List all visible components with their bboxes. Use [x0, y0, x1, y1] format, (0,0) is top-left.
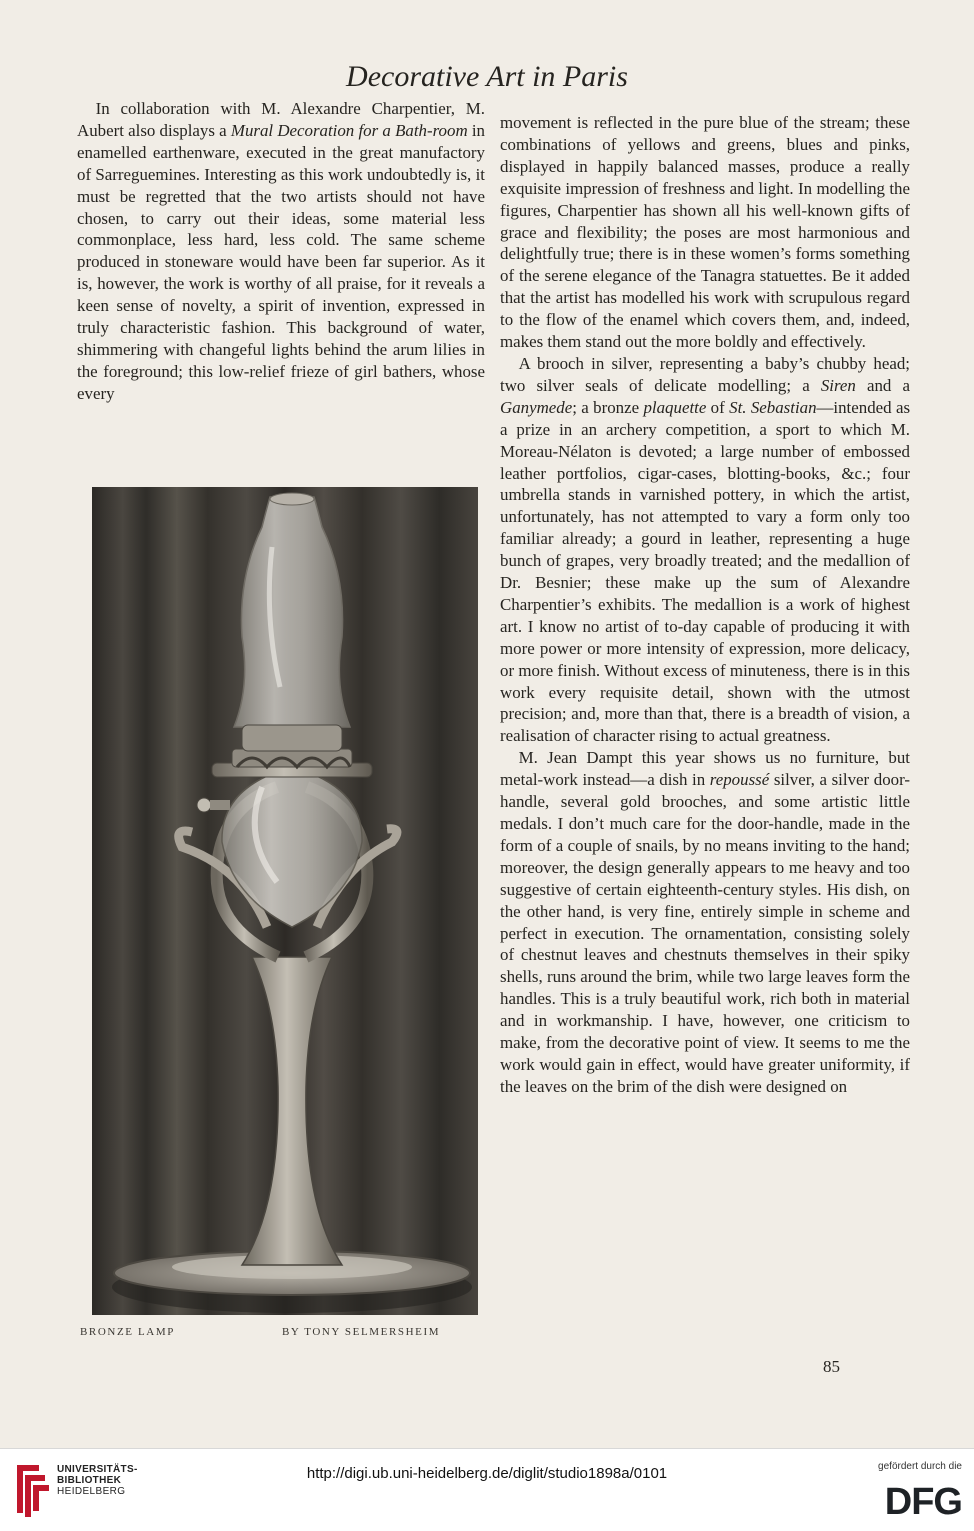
- left-column: [77, 98, 485, 405]
- italic-phrase: Siren: [820, 375, 856, 395]
- permalink-url[interactable]: http://digi.ub.uni-heidelberg.de/diglit/studio1898a/0101: [306, 1465, 668, 1482]
- right-paragraph-1: movement is reflected in the pure blue of the stream; these combinations of yellows and greens, blues and pinks, displayed in happily balanced masses, produce a really exquisite impression of freshness and light. In modelling the figures, Charpentier has shown all his well-known gifts of grace and flexibility; the poses are most harmonious and delightfully true; there is in these women’s forms something of the serene elegance of the Tanagra statuettes. Be it added that the artist has modelled his work with scrupulous regard to the flow of the enamel which covers them, and, indeed, makes them stand out the more boldly and effectively.: [500, 113, 910, 352]
- right-paragraph-3: M. Jean Dampt this year shows us no furniture, but metal-work instead—a dish in repoussé silver, a silver door-handle, several gold brooches, and some artistic little medals. I don’t much care for the door-handle, made in the form of a couple of snails, by no means inviting to the hand; moreover, the design generally appears to me heavy and too suggestive of certain eighteenth-century styles. His dish, on the other hand, is very fine, entirely simple in scheme and perfect in execution. The ornamentation, consisting solely of chestnut leaves and chestnuts themselves in their spiky shells, runs around the brim, while two large leaves form the handles. This is a truly beautiful work, rich both in material and in workmanship. I have, however, one criticism to make, from the decorative point of view. It seems to me the work would gain in effect, would have greater uniformity, if the leaves on the brim of the dish were designed on: [500, 748, 910, 1096]
- italic-phrase: repoussé: [709, 770, 770, 790]
- footer-bar: [0, 1448, 974, 1531]
- italic-phrase: plaquette: [643, 397, 707, 417]
- library-name-line-2: BIBLIOTHEK: [57, 1475, 122, 1486]
- library-name-line-3: HEIDELBERG: [57, 1486, 126, 1497]
- dfg-logo: DFG: [884, 1481, 962, 1523]
- right-column: [500, 112, 910, 1098]
- italic-phrase: St. Sebastian: [729, 397, 817, 417]
- lamp-illustration: [92, 487, 478, 1315]
- left-paragraph-1: In collaboration with M. Alexandre Charpentier, M. Aubert also displays a Mural Decoration for a Bath-room in enamelled earthenware, executed in the great manufactory of Sarreguemines. Interesting as this work undoubtedly is, it must be regretted that the two artists should not have chosen, to carry out their ideas, some material less commonplace, less hard, less cold. The same scheme produced in stoneware would have been far superior. As it is, however, the work is worthy of all praise, for it reveals a keen sense of novelty, a spirit of invention, expressed in truly characteristic fashion. This background of water, shimmering with changeful lights behind the arum lilies in the foreground; this low-relief frieze of girl bathers, whose every: [77, 99, 486, 403]
- italic-phrase: Mural Decoration for a Bath-room: [230, 120, 468, 140]
- right-paragraph-2: A brooch in silver, representing a baby’s chubby head; two silver seals of delicate modelling; a Siren and a Ganymede; a bronze plaquette of St. Sebastian—intended as a prize in an archery competition, a sport to which M. Moreau-Nélaton is devoted; a large number of embossed leather portfolios, cigar-cases, blotting-books, &c.; four umbrella stands in varnished pottery, in which the artist, unfortunately, has not attempted to vary a form only too familiar already; a gourd in leather, representing a huge bunch of grapes, very broadly treated; and the medallion of Dr. Besnier; these make up the sum of Alexandre Charpentier’s exhibits. The medallion is a work of highest art. I know no artist of to-day capable of producing it with more power or more intensity of expression, more delicacy, or more finish. Without excess of minuteness, there is in this work every requisite detail, shown with the utmost precision; and, more than that, there is a breadth of vision, a realisation of character rising to actual greatness.: [500, 353, 911, 746]
- page-number: 85: [823, 1357, 840, 1376]
- italic-phrase: Ganymede: [500, 397, 573, 417]
- figure-caption-credit: BY TONY SELMERSHEIM: [282, 1326, 441, 1338]
- figure-caption-title: BRONZE LAMP: [80, 1326, 175, 1338]
- funding-label: gefördert durch die: [878, 1461, 962, 1472]
- library-name-line-1: UNIVERSITÄTS-: [57, 1464, 138, 1475]
- page-title: Decorative Art in Paris: [346, 60, 628, 93]
- bronze-lamp-photograph: [92, 487, 478, 1315]
